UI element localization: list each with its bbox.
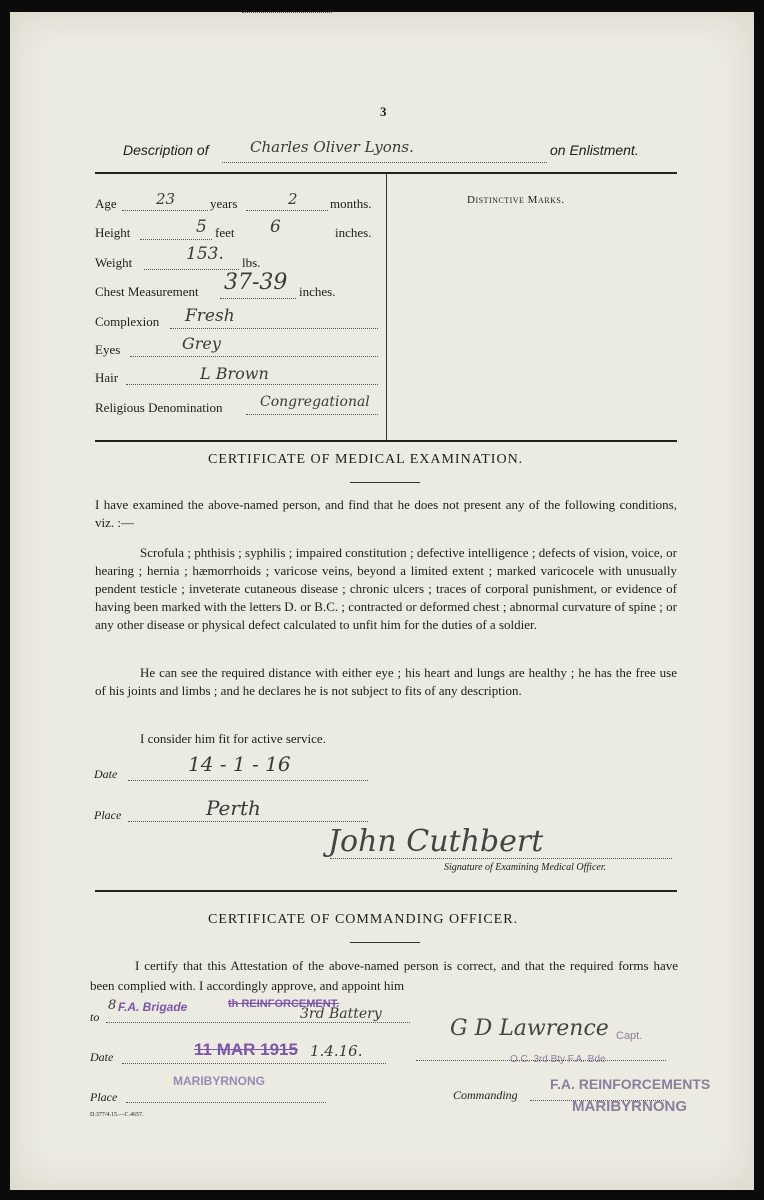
commanding-date-label: Date [90, 1050, 114, 1064]
height-inches-value: 6 [270, 217, 281, 237]
months-label: months. [330, 196, 372, 211]
commanding-title-underline [350, 942, 420, 943]
stamp-fa-reinforcements: F.A. REINFORCEMENTS [550, 1076, 711, 1092]
chest-line [220, 298, 296, 299]
religion-value: Congregational [260, 394, 370, 410]
enlistee-name: Charles Oliver Lyons. [250, 138, 414, 156]
age-months-line [246, 210, 328, 211]
date-stamp: 11 MAR 1915 [194, 1040, 298, 1059]
medical-certificate-title: CERTIFICATE OF MEDICAL EXAMINATION. [208, 452, 524, 467]
description-divider [386, 174, 387, 440]
complexion-value: Fresh [185, 306, 235, 326]
header-prefix: Description of [123, 142, 209, 158]
stamp-fa-brigade: F.A. Brigade [118, 1000, 188, 1014]
place-stamp: MARIBYRNONG [173, 1074, 265, 1088]
inches-label: inches. [335, 225, 372, 240]
stamp-maribyrnong: MARIBYRNONG [572, 1098, 687, 1115]
hair-value: L Brown [200, 364, 269, 383]
commanding-place-label: Place [90, 1090, 118, 1104]
signature-rank: Capt. [616, 1030, 643, 1042]
weight-label: Weight [95, 255, 133, 270]
commanding-date-value: 1.4.16. [310, 1042, 363, 1060]
chest-label: Chest Measurement [95, 284, 199, 299]
height-label: Height [95, 225, 131, 240]
height-feet-value: 5 [196, 217, 207, 237]
to-label: to [90, 1010, 100, 1024]
stamp-unit-number: 8 [108, 998, 117, 1013]
weight-value: 153. [186, 244, 224, 264]
eyes-value: Grey [182, 334, 221, 353]
eyes-line [130, 356, 378, 357]
commanding-para: I certify that this Attestation of the above-named person is correct, and that the required forms have been complied with. I accordingly approve, and appoint him [90, 958, 678, 993]
distinctive-marks-label: Distinctive Marks. [467, 194, 565, 206]
religion-line [246, 414, 378, 415]
stamp-reinforcement: th REINFORCEMENT. [228, 998, 340, 1010]
medical-date-line [128, 780, 368, 781]
medical-fit-statement: I consider him fit for active service. [140, 731, 326, 746]
complexion-line [170, 328, 378, 329]
medical-signature-line [330, 858, 672, 859]
feet-label: feet [215, 225, 235, 240]
description-bottom-rule [95, 440, 677, 442]
commanding-officer-signature: G D Lawrence [450, 1016, 609, 1041]
to-value: 3rd Battery [300, 1006, 382, 1022]
medical-place-line [128, 821, 368, 822]
commanding-signature-line [416, 1060, 666, 1061]
religion-label: Religious Denomination [95, 400, 223, 415]
eyes-label: Eyes [95, 342, 121, 357]
commanding-place-line [126, 1102, 326, 1103]
medical-place-label: Place [94, 808, 122, 822]
medical-para-1: I have examined the above-named person, and find that he does not present any of the following conditions, viz. :— [95, 497, 677, 530]
document-page [10, 12, 754, 1190]
commanding-date-line [122, 1063, 386, 1064]
section-divider-rule [95, 890, 677, 892]
header-name-line [222, 162, 547, 163]
hair-label: Hair [95, 370, 119, 385]
medical-officer-signature: John Cuthbert [328, 824, 544, 859]
commanding-certificate-title: CERTIFICATE OF COMMANDING OFFICER. [208, 912, 519, 927]
medical-place-value: Perth [206, 796, 261, 820]
to-line [106, 1022, 410, 1023]
page-number: 3 [380, 104, 387, 119]
medical-title-underline [350, 482, 420, 483]
form-code: D.377/4.15.—C.4657. [90, 1112, 144, 1118]
years-label: years [210, 196, 238, 211]
medical-conditions-list: Scrofula ; phthisis ; syphilis ; impaired constitution ; defective intelligence ; defects of vision, voice, or hearing ; hernia ; hæmorrhoids ; varicose veins, beyond a limited extent ; marked varicocele with unusually pendent testicle ; inveterate cutaneous disease ; chronic ulcers ; traces of corporal punishment, or evidence of having been marked with the letters D. or B.C. ; contracted or deformed chest ; abnormal curvature of spine ; or any other disease or physical defect calculated to unfit him for the duties of a soldier. [95, 545, 677, 632]
commanding-label: Commanding [453, 1088, 518, 1102]
chest-unit: inches. [299, 284, 336, 299]
age-months-value: 2 [288, 190, 298, 208]
age-years-value: 23 [156, 190, 176, 208]
header-suffix: on Enlistment. [550, 142, 639, 158]
medical-signature-caption: Signature of Examining Medical Officer. [444, 862, 607, 873]
medical-date-label: Date [94, 767, 118, 781]
medical-date-value: 14 - 1 - 16 [188, 752, 291, 776]
chest-value: 37-39 [224, 270, 288, 295]
height-inches-line [242, 12, 332, 13]
medical-para-3: He can see the required distance with either eye ; his heart and lungs are healthy ; he has the free use of his joints and limbs ; and he declares he is not subject to fits of any description. [95, 665, 677, 698]
hair-line [126, 384, 378, 385]
age-years-line [122, 210, 208, 211]
lbs-label: lbs. [242, 255, 261, 270]
complexion-label: Complexion [95, 314, 160, 329]
signature-unit: O.C. 3rd Bty F.A. Bde [510, 1054, 606, 1065]
age-label: Age [95, 196, 117, 211]
height-feet-line [140, 239, 212, 240]
